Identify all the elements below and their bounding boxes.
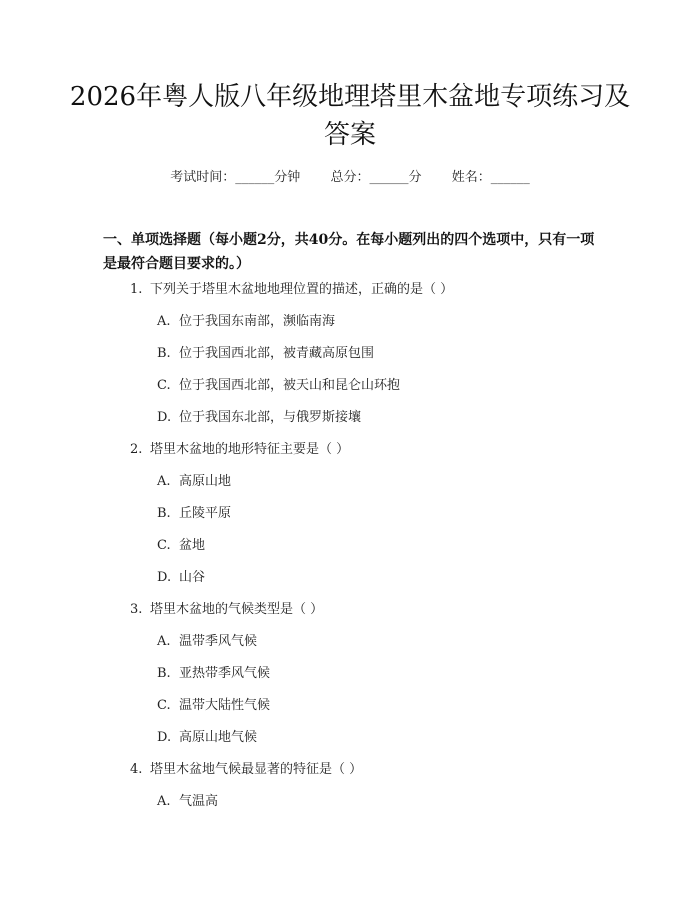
question-number: 2. (130, 442, 143, 457)
option-letter: D. (157, 410, 172, 425)
option-text: 气温高 (179, 794, 219, 809)
option-text: 高原山地气候 (179, 730, 258, 745)
question-2-option-d (157, 568, 205, 588)
question-2-option-a (157, 472, 231, 492)
option-letter: A. (157, 474, 171, 489)
option-text: 丘陵平原 (179, 506, 232, 521)
question-1-option-a (157, 312, 335, 332)
option-letter: B. (157, 506, 171, 521)
question-3 (130, 600, 323, 620)
question-1-option-b (157, 344, 374, 364)
option-letter: B. (157, 346, 171, 361)
option-text: 山谷 (179, 570, 206, 585)
option-text: 位于我国东南部，濒临南海 (179, 314, 336, 329)
question-4-option-a (157, 792, 218, 812)
option-letter: C. (157, 538, 171, 553)
question-3-option-d (157, 728, 257, 748)
option-text: 位于我国西北部，被天山和昆仑山环抱 (179, 378, 401, 393)
option-text: 温带季风气候 (179, 634, 258, 649)
option-text: 高原山地 (179, 474, 232, 489)
question-3-option-a (157, 632, 257, 652)
question-1 (130, 280, 453, 300)
option-text: 位于我国东北部，与俄罗斯接壤 (179, 410, 362, 425)
option-text: 位于我国西北部，被青藏高原包围 (179, 346, 375, 361)
question-3-option-b (157, 664, 270, 684)
option-letter: A. (157, 634, 171, 649)
section-heading: 一、单项选择题（每小题2分，共40分。在每小题列出的四个选项中，只有一项是最符合题目要求的。） (103, 232, 595, 272)
total-score-field: 总分：______分 (330, 170, 422, 185)
option-letter: A. (157, 314, 171, 329)
student-name-field: 姓名：______ (451, 170, 530, 185)
exam-time-field: 考试时间：______分钟 (170, 170, 301, 185)
question-stem: 塔里木盆地的地形特征主要是（ ） (150, 442, 350, 457)
question-4 (130, 760, 362, 780)
question-3-option-c (157, 696, 270, 716)
question-2 (130, 440, 349, 460)
question-stem: 塔里木盆地的气候类型是（ ） (150, 602, 324, 617)
question-stem: 下列关于塔里木盆地地理位置的描述，正确的是（ ） (150, 282, 454, 297)
question-number: 3. (130, 602, 143, 617)
question-stem: 塔里木盆地气候最显著的特征是（ ） (150, 762, 363, 777)
option-letter: A. (157, 794, 171, 809)
option-text: 温带大陆性气候 (179, 698, 271, 713)
option-text: 亚热带季风气候 (179, 666, 271, 681)
option-letter: C. (157, 698, 171, 713)
option-letter: D. (157, 730, 172, 745)
question-2-option-c (157, 536, 205, 556)
option-letter: B. (157, 666, 171, 681)
question-1-option-c (157, 376, 400, 396)
option-text: 盆地 (179, 538, 206, 553)
option-letter: D. (157, 570, 172, 585)
question-2-option-b (157, 504, 231, 524)
question-number: 1. (130, 282, 143, 297)
document-title: 2026年粤人版八年级地理塔里木盆地专项练习及答案 (69, 82, 631, 150)
exam-meta-line (0, 168, 700, 188)
option-letter: C. (157, 378, 171, 393)
question-1-option-d (157, 408, 361, 428)
question-number: 4. (130, 762, 143, 777)
